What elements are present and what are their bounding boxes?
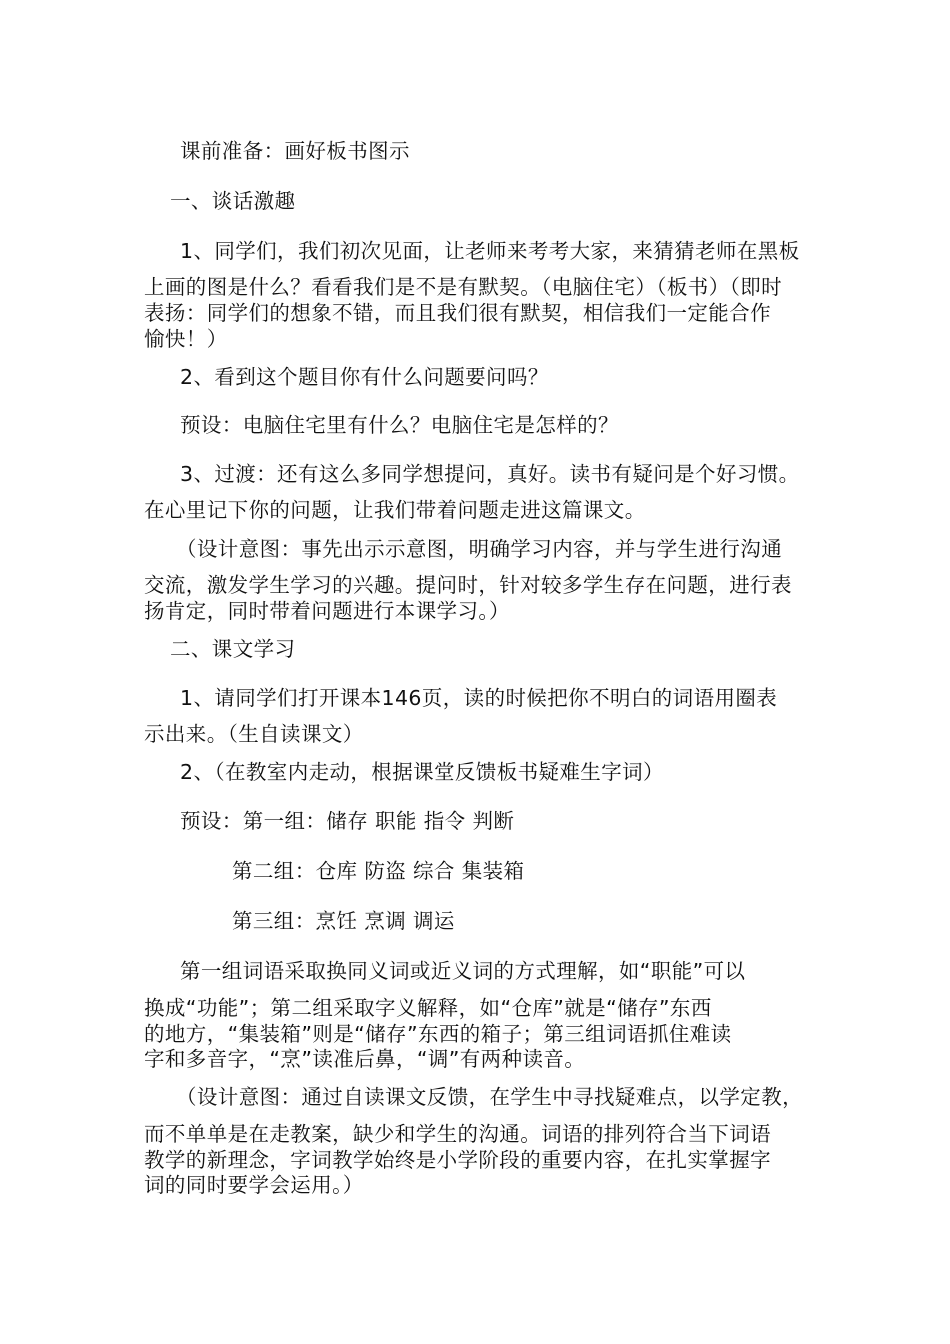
paragraph-line: 示出来。（生自读课文） [144, 722, 364, 746]
design-intent-line: （设计意图：通过自读课文反馈，在学生中寻找疑难点，以学定教， [176, 1085, 803, 1109]
paragraph-line: 上画的图是什么？看看我们是不是有默契。（电脑住宅）（板书）（即时 [144, 275, 783, 299]
explanation-line: 换成“功能”；第二组采取字义解释，如“仓库”就是“储存”东西 [144, 996, 712, 1020]
design-intent-line: 而不单单是在走教案，缺少和学生的沟通。词语的排列符合当下词语 [144, 1122, 771, 1146]
lesson-prep-line: 课前准备：画好板书图示 [180, 139, 410, 163]
preset-line: 预设：电脑住宅里有什么？电脑住宅是怎样的？ [180, 413, 619, 437]
word-group-3: 第三组：烹饪 烹调 调运 [232, 909, 455, 933]
design-intent-line: 扬肯定，同时带着问题进行本课学习。） [144, 599, 510, 623]
paragraph-line: 1、请同学们打开课本146页，读的时候把你不明白的词语用圈表 [180, 686, 778, 710]
paragraph-line: 2、看到这个题目你有什么问题要问吗？ [180, 365, 549, 389]
paragraph-line: 3、过渡：还有这么多同学想提问，真好。读书有疑问是个好习惯。 [180, 462, 800, 486]
explanation-line: 第一组词语采取换同义词或近义词的方式理解，如“职能”可以 [180, 959, 746, 983]
word-group-2: 第二组：仓库 防盗 综合 集装箱 [232, 859, 525, 883]
design-intent-line: 交流，激发学生学习的兴趣。提问时，针对较多学生存在问题，进行表 [144, 573, 792, 597]
word-group-1: 预设：第一组：储存 职能 指令 判断 [180, 809, 515, 833]
paragraph-line: 1、同学们，我们初次见面，让老师来考考大家，来猜猜老师在黑板 [180, 239, 800, 263]
explanation-line: 的地方，“集装箱”则是“储存”东西的箱子；第三组词语抓住难读 [144, 1022, 732, 1046]
explanation-line: 字和多音字，“烹”读准后鼻，“调”有两种读音。 [144, 1047, 586, 1071]
section-heading-2: 二、课文学习 [170, 637, 296, 661]
design-intent-line: （设计意图：事先出示示意图，明确学习内容，并与学生进行沟通 [176, 537, 783, 561]
paragraph-line: 2、（在教室内走动，根据课堂反馈板书疑难生字词） [180, 760, 664, 784]
paragraph-line: 在心里记下你的问题，让我们带着问题走进这篇课文。 [144, 498, 646, 522]
section-heading-1: 一、谈话激趣 [170, 189, 296, 213]
paragraph-line: 表扬：同学们的想象不错，而且我们很有默契，相信我们一定能合作 [144, 301, 771, 325]
paragraph-line: 愉快！） [144, 327, 228, 351]
design-intent-line: 教学的新理念，字词教学始终是小学阶段的重要内容，在扎实掌握字 [144, 1148, 771, 1172]
design-intent-line: 词的同时要学会运用。） [144, 1173, 364, 1197]
